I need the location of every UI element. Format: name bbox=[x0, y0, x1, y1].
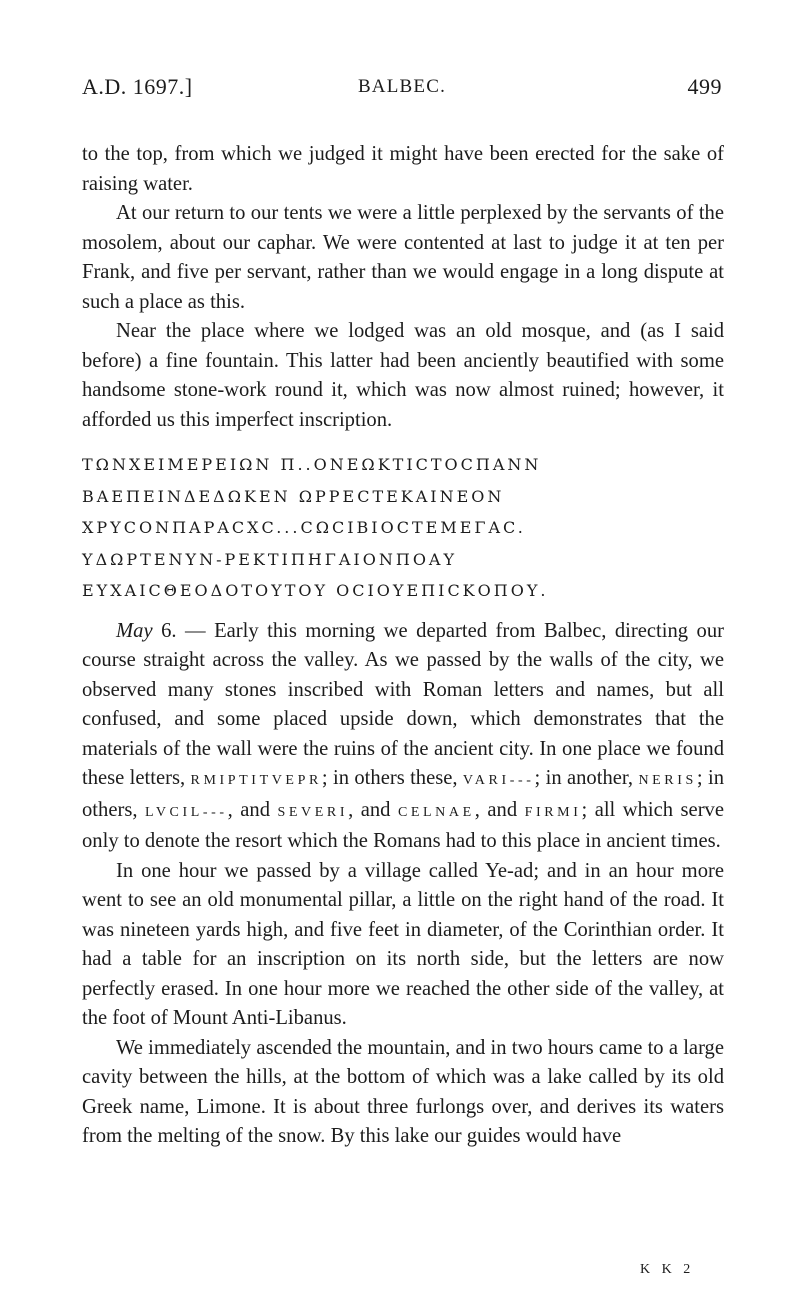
paragraph-caphar: At our return to our tents we were a little perplexed by the servants of the mosolem, about our caphar. We were contented at last to judge it at ten per Frank, and five per servant, rather than we would engage in a long dispute at such a place as this. bbox=[82, 202, 724, 313]
text-run: 6. — Early this morning we departed from Balbec, directing our course straight across the valley. As we passed by the walls of the city, we observed many stones inscribed with Roman letters and names, but all confused, and some placed upside down, which demonstrates that the materials of the wall were the ruins of the ancient city. In one place we found these letters, bbox=[82, 619, 724, 789]
text-run: , and bbox=[227, 798, 278, 821]
header-title: BALBEC. bbox=[357, 76, 447, 97]
text-run: ; all which serve only to denote the resort which the Romans had to this place in ancient times. bbox=[82, 798, 724, 852]
roman-letters: VARI--- bbox=[462, 773, 535, 788]
paragraph-limone: We immediately ascended the mountain, and in two hours came to a large cavity between the hills, at the bottom of which was a lake called by its old Greek name, Limone. It is about three furlongs over, and derives its waters from the melting of the snow. By this lake our guides would have bbox=[82, 1036, 724, 1147]
roman-letters: SEVERI bbox=[277, 804, 349, 820]
roman-letters: RMIPTITVEPR bbox=[190, 773, 322, 788]
text-run: , and bbox=[348, 798, 398, 821]
text-run: ; in another, bbox=[534, 767, 639, 789]
paragraph-pillar: In one hour we passed by a village called Ye-ad; and in an hour more went to see an old monumental pillar, a little on the right hand of the road. It was nineteen yards high, and five feet in diameter, of the Corinthian order. It had a table for an inscription on its north side, but the letters are now perfectly erased. In one hour more we reached the other side of the valley, at the foot of Mount Anti-Libanus. bbox=[82, 859, 724, 1029]
text-run: , and bbox=[474, 798, 525, 821]
inscription-line: ΥΔΩΡΤΕΝΥΝ-ΡΕΚΤΙΠΗΓΑΙΟΝΠΟΑΥ bbox=[82, 549, 458, 569]
greek-inscription bbox=[82, 449, 724, 607]
page-number: 499 bbox=[687, 74, 722, 99]
signature-mark: K K 2 bbox=[640, 1262, 695, 1277]
roman-letters: FIRMI bbox=[524, 804, 582, 820]
inscription-line: ΤΩΝΧΕΙΜΕΡΕΙΩΝ Π..ΟΝΕΩΚΤΙCΤΟCΠΑΝΝ bbox=[82, 455, 542, 474]
text-run: ; in others these, bbox=[321, 767, 463, 789]
date-label: May bbox=[116, 619, 153, 642]
text-run: ; in others, bbox=[82, 767, 724, 821]
paragraph-may-6 bbox=[82, 617, 724, 857]
roman-letters: LVCIL--- bbox=[144, 804, 228, 820]
inscription-line: ΒΑΕΠΕΙΝΔΕΔΩΚΕΝ ΩΡΡΕCΤΕΚΑΙΝΕΟΝ bbox=[82, 486, 505, 506]
paragraph-fountain: Near the place where we lodged was an old mosque, and (as I said before) a fine fountain. This latter had been anciently beautified with some handsome stone-work round it, which was now almost ruined; however, it afforded us this imperfect inscription. bbox=[82, 320, 724, 431]
inscription-line: ΧΡΥCΟΝΠΑΡΑCΧC...CΩCΙΒΙΟCΤΕΜΕΓΑC. bbox=[82, 518, 526, 537]
roman-letters: CELNAE bbox=[397, 804, 475, 820]
roman-letters: NERIS bbox=[638, 773, 697, 788]
page-body bbox=[82, 140, 724, 1152]
running-header bbox=[82, 74, 722, 108]
inscription-line: ΕΥΧΑΙCΘΕΟΔΟΤΟΥΤΟΥ ΟCΙΟΥΕΠΙCΚΟΠΟΥ. bbox=[82, 581, 549, 600]
paragraph-continued: to the top, from which we judged it might have been erected for the sake of raising water. bbox=[82, 143, 724, 195]
header-date: A.D. 1697.] bbox=[82, 74, 193, 99]
